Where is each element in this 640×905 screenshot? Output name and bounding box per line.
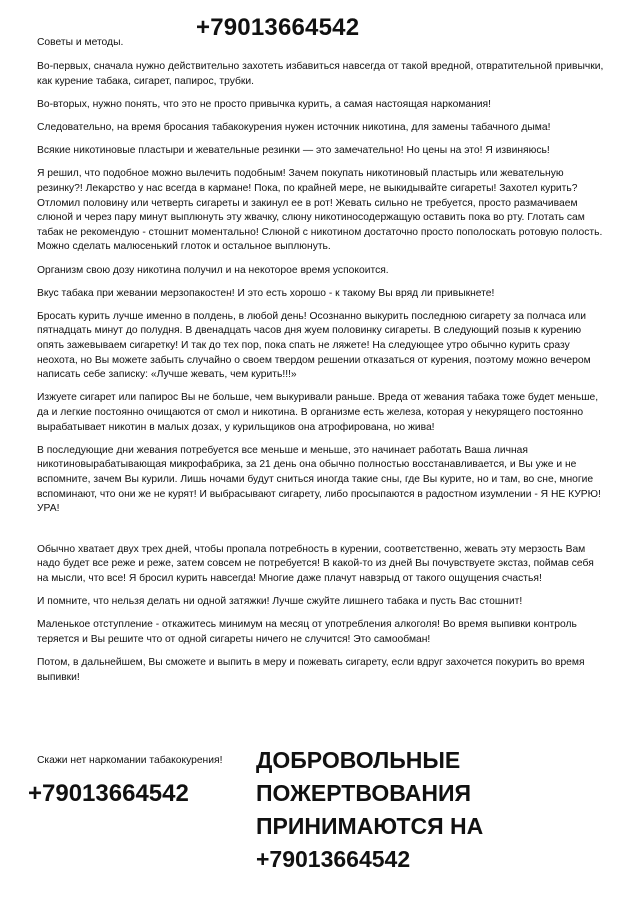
paragraph: Потом, в дальнейшем, Вы сможете и выпить в меру и пожевать сигарету, если вдруг захочется покурить во время выпивки!: [37, 657, 585, 683]
paragraph: Маленькое отступление - откажитесь минимум на месяц от употребления алкоголя! Во время выпивки контроль теряется и Вы решите что от одной сигареты ничего не случится! Это самообман!: [37, 619, 577, 645]
donation-line: ПОЖЕРТВОВАНИЯ: [256, 780, 472, 806]
paragraph: И помните, что нельзя делать ни одной затяжки! Лучше сжуйте лишнего табака и пусть Вас стошнит!: [37, 596, 523, 608]
paragraph: Вкус табака при жевании мерзопакостен! И это есть хорошо - к такому Вы вряд ли привыкнете!: [37, 287, 495, 299]
donation-phone: +79013664542: [256, 846, 411, 872]
intro-heading: Советы и методы.: [37, 37, 124, 48]
paragraph: Бросать курить лучше именно в полдень, в любой день! Осознанно выкурить последнюю сигарету за полчаса или пятнадцать минут до полудня. В двенадцать часов дня жуем половинку сигареты. В следующий позыв к курению опять зажевываем сигаретку! И так до тех пор, пока спать не ляжете! На следующее утро обычно курить сразу неохота, но Вы можете забыть случайно о своем твердом решении отказаться от курения, поэтому можно вечером написать себе записку: «Лучше жевать, чем курить!!!»: [37, 310, 591, 381]
paragraph: Следовательно, на время бросания табакокурения нужен источник никотина, для замены табачного дыма!: [37, 121, 551, 133]
paragraph: В последующие дни жевания потребуется все меньше и меньше, это начинает работать Ваша личная никотиновырабатывающая микрофабрика, за 21 день она обычно полностью восстанавливается, и Вы уже и не вспомните, зачем Вы курили. Лишь ночами будут сниться иногда такие сны, где Вы курите, но и там, во сне, многие вспоминают, что они же не курят! И выбрасывают сигарету, либо просыпаются в радостном изумлении - Я НЕ КУРЮ! УРА!: [37, 444, 601, 515]
document-body: [37, 60, 607, 694]
phone-number-bottom: +79013664542: [28, 780, 189, 807]
paragraph: Во-вторых, нужно понять, что это не просто привычка курить, а самая настоящая наркомания!: [37, 98, 491, 110]
closing-slogan: Скажи нет наркомании табакокурения!: [37, 755, 223, 766]
paragraph: Всякие никотиновые пластыри и жевательные резинки — это замечательно! Но цены на это! Я извиняюсь!: [37, 145, 550, 157]
paragraph: Во-первых, сначала нужно действительно захотеть избавиться навсегда от такой вредной, отвратительной привычки, как курение табака, сигарет, папирос, трубки.: [37, 61, 604, 87]
phone-number-top: +79013664542: [196, 14, 360, 41]
donation-line: ПРИНИМАЮТСЯ НА: [256, 813, 484, 839]
paragraph: Я решил, что подобное можно вылечить подобным! Зачем покупать никотиновый пластырь или жевательную резинку?! Лекарство у нас всегда в кармане! Пока, по крайней мере, не выкидывайте сигареты! Захотел курить? Отломил половину или четверть сигареты и закинул ее в рот! Жевать сильно не требуется, просто размачиваем слюной и через пару минут выплюнуть эту жвачку, слюну никотиносодержащую оставить пока во рту. Глотать сам табак не рекомендую - стошнит моментально! Слюной с никотином достаточно просто пополоскать ротовую полость. Можно сделать малюсенький глоток и остальное выплюнуть.: [37, 168, 603, 253]
paragraph: Обычно хватает двух трех дней, чтобы пропала потребность в курении, соответственно, жевать эту мерзость Вам надо будет все реже и реже, затем совсем не потребуется! В какой-то из дней Вы почувствуете экстаз, поймав себя на мысли, что все! Я бросил курить навсегда! Многие даже плачут навзрыд от такого ощущения счастья!: [37, 543, 594, 584]
donation-line: ДОБРОВОЛЬНЫЕ: [256, 747, 461, 773]
donation-notice: [256, 744, 483, 876]
paragraph: Организм свою дозу никотина получил и на некоторое время успокоится.: [37, 264, 389, 276]
paragraph: Изжуете сигарет или папирос Вы не больше, чем выкуривали раньше. Вреда от жевания табака тоже будет меньше, да и легкие постоянно очищаются от смол и никотина. В организме есть железа, которая у некурящего постоянно вырабатывает никотин в малых дозах, у курильщиков она атрофирована, но жива!: [37, 392, 599, 433]
